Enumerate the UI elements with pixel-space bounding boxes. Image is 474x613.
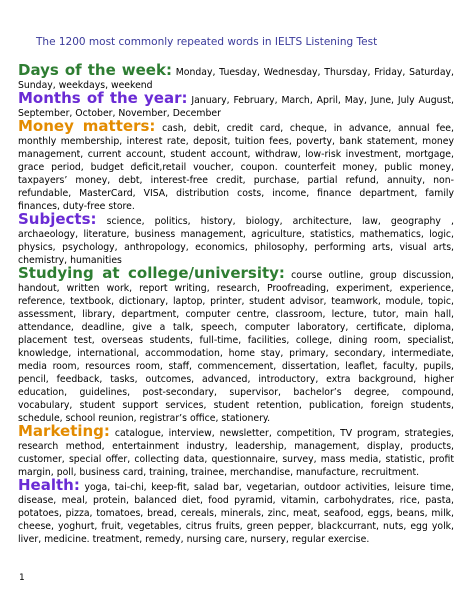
section-text: yoga, tai-chi, keep-fit, salad bar, vegetarian, outdoor activities, leisure time, disease, meal, protein, balanced diet, food pyramid, vitamin, carbohydrates, rice, pasta, potatoes, pizza, tomatoes, bread, cereals, minerals, zinc, meat, seafood, eggs, beans, milk, cheese, yoghurt, fruit, vegetables, citrus fruits, green pepper, blackcurrant, nuts, egg yolk, liver, medicine. treatment, remedy, nursing care, nursery, regular exercise. [18,482,454,545]
section-text: January, February, March, April, May, June, July August, September, October, November, December [18,95,454,119]
section-text: science, politics, history, biology, architecture, law, geography , archaeology, literature, business management, agriculture, statistics, mathematics, logic, physics, psychology, anthropology, economics, philosophy, performing arts, visual arts, chemistry, humanities [18,216,454,266]
section-heading: Subjects: [18,210,97,228]
section-months [18,89,454,120]
section-text: Monday, Tuesday, Wednesday, Thursday, Friday, Saturday, Sunday, weekdays, weekend [18,67,454,91]
section-heading: Health: [18,476,80,494]
section-days [18,61,454,92]
section-heading: Marketing: [18,422,110,440]
section-health [18,476,454,546]
section-heading: Money matters: [18,117,156,135]
word-list [18,61,454,546]
section-money [18,117,454,213]
section-studying [18,264,454,425]
section-heading: Months of the year: [18,89,188,107]
document-title: The 1200 most commonly repeated words in IELTS Listening Test [36,36,378,48]
section-subjects [18,210,454,267]
section-heading: Studying at college/university: [18,264,285,282]
section-heading: Days of the week: [18,61,172,79]
section-text: cash, debit, credit card, cheque, in advance, annual fee, monthly membership, interest rate, deposit, tuition fees, poverty, bank statement, money management, current account, student account, withdraw, low-risk investment, mortgage, grace period, budget deficit,retail voucher, coupon. counterfeit money, public money, taxpayers’ money, debt, interest-free credit, purchase, partial refund, annuity, non-refundable, MasterCard, VISA, distribution costs, income, finance department, family finances, duty-free store. [18,123,454,212]
page-number: 1 [19,573,25,583]
section-text: catalogue, interview, newsletter, competition, TV program, strategies, research method, entertainment industry, leadership, management, display, products, customer, special offer, collecting data, questionnaire, survey, mass media, statistic, profit margin, poll, business card, training, trainee, merchandise, manufacture, recruitment. [18,428,454,478]
section-marketing [18,422,454,479]
section-text: course outline, group discussion, handout, written work, report writing, research, Proofreading, experiment, experience, reference, textbook, dictionary, laptop, printer, student advisor, teamwork, module, topic, assessment, library, department, computer centre, classroom, lecture, tutor, main hall, attendance, deadline, give a talk, speech, computer laboratory, certificate, diploma, placement test, overseas students, full-time, facilities, college, dining room, specialist, knowledge, international, accommodation, home stay, primary, secondary, intermediate, media room, resources room, staff, commencement, dissertation, leaflet, faculty, pupils, pencil, feedback, tasks, outcomes, advanced, introductory, extra background, higher education, guidelines, post-secondary, supervisor, bachelor’s degree, compound, vocabulary, student support services, student retention, publication, foreign students, schedule, school reunion, registrar’s office, stationery. [18,270,454,424]
